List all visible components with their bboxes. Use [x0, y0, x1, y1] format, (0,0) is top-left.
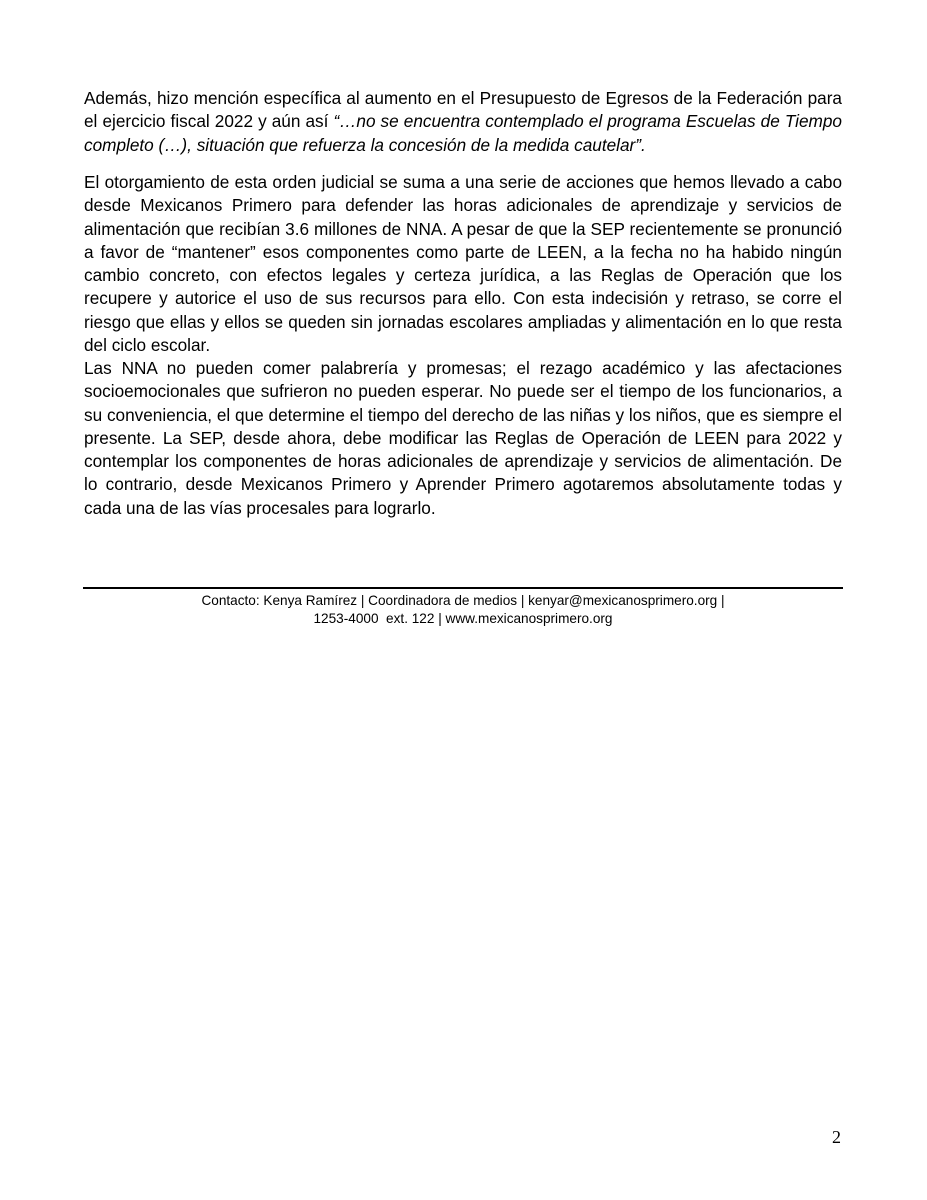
paragraph-presupuesto [84, 87, 842, 157]
contact-line-1: Contacto: Kenya Ramírez | Coordinadora de medios | kenyar@mexicanosprimero.org | [201, 593, 725, 608]
paragraph-nna: Las NNA no pueden comer palabrería y promesas; el rezago académico y las afectaciones socioemocionales que sufrieron no pueden esperar. No puede ser el tiempo de los funcionarios, a su conveniencia, el que determine el tiempo del derecho de las niñas y los niños, que es siempre el presente. La SEP, desde ahora, debe modificar las Reglas de Operación de LEEN para 2022 y contemplar los componentes de horas adicionales de aprendizaje y servicios de alimentación. De lo contrario, desde Mexicanos Primero y Aprender Primero agotaremos absolutamente todas y cada una de las vías procesales para lograrlo. [84, 358, 842, 518]
paragraph-orden-judicial: El otorgamiento de esta orden judicial se suma a una serie de acciones que hemos llevado a cabo desde Mexicanos Primero para defender las horas adicionales de aprendizaje y servicios de alimentación que recibían 3.6 millones de NNA. A pesar de que la SEP recientemente se pronunció a favor de “mantener” esos componentes como parte de LEEN, a la fecha no ha habido ningún cambio concreto, con efectos legales y certeza jurídica, a las Reglas de Operación que los recupere y autorice el uso de sus recursos para ello. Con esta indecisión y retraso, se corre el riesgo que ellas y ellos se queden sin jornadas escolares ampliadas y alimentación en lo que resta del ciclo escolar. [84, 172, 842, 356]
footer-divider [83, 587, 843, 589]
quoted-text: “…no se encuentra contemplado el programa Escuelas de Tiempo completo (…), situación que refuerza la concesión de la medida cautelar”. [84, 111, 842, 155]
paragraph-text: Además, hizo mención específica al aumento en el Presupuesto de Egresos de la Federación para el ejercicio fiscal 2022 y aún así [84, 88, 842, 132]
footer-contact [84, 592, 842, 628]
contact-line-2: 1253-4000 ext. 122 | www.mexicanosprimero.org [313, 611, 613, 626]
page-number: 2 [832, 1127, 841, 1147]
